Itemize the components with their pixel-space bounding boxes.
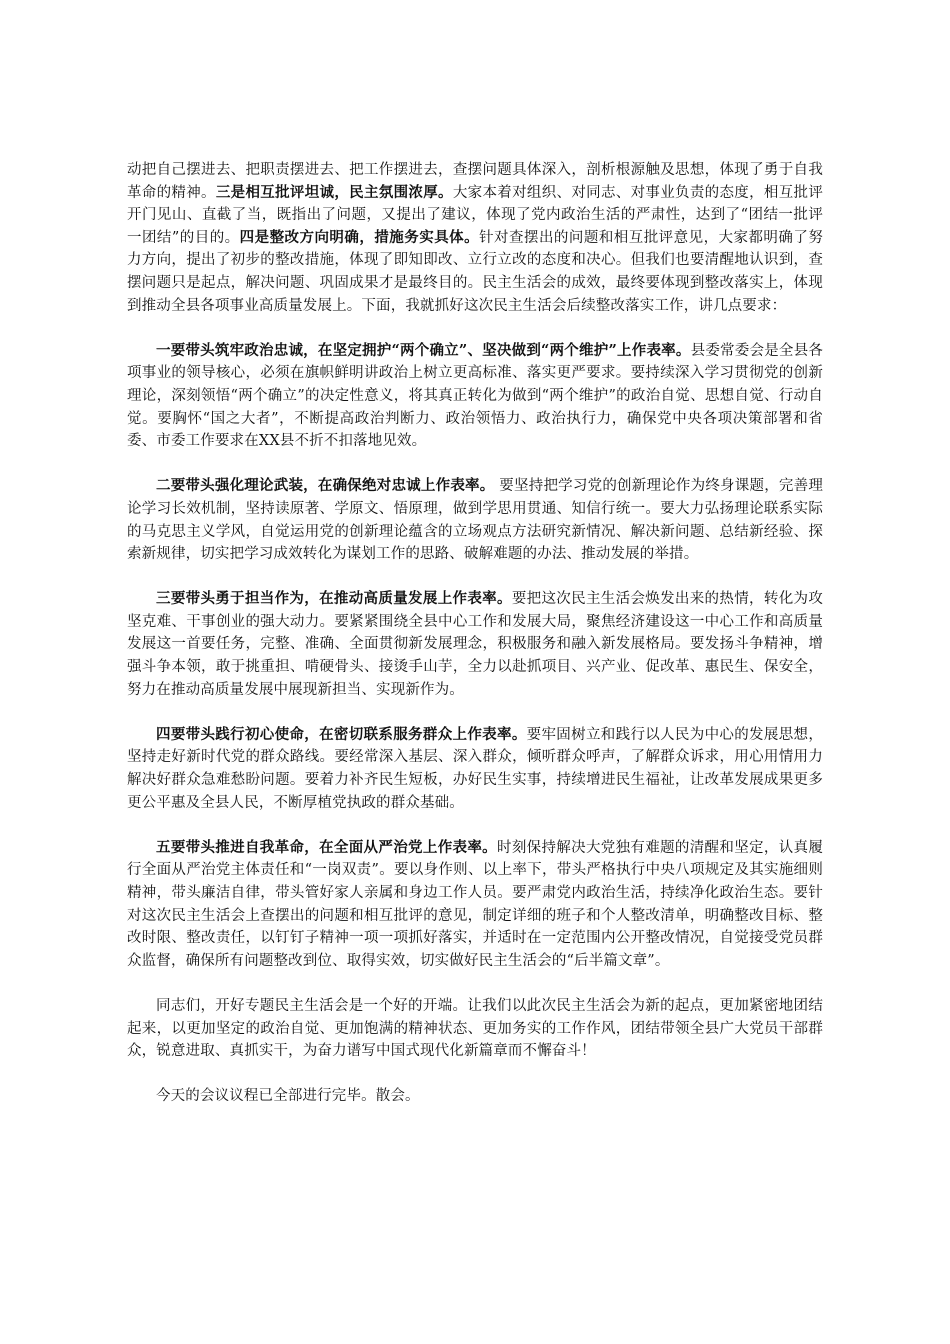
bold-heading: 三要带头勇于担当作为，在推动高质量发展上作表率。: [156, 590, 512, 608]
bold-heading: 五要带头推进自我革命，在全面从严治党上作表率。: [156, 838, 497, 856]
paragraph-closing: [127, 995, 823, 1063]
paragraph-requirement-3: [127, 588, 823, 701]
bold-heading: 二要带头强化理论武装，在确保绝对忠诚上作表率。: [156, 477, 495, 495]
bold-heading: 三是相互批评坦诚，民主氛围浓厚。: [215, 183, 453, 201]
paragraph-requirement-4: [127, 724, 823, 814]
body-text: 时刻保持解决大党独有难题的清醒和坚定，认真履行全面从严治党主体责任和“一岗双责”。要以身作则、以上率下，带头严格执行中央八项规定及其实施细则精神，带头廉洁自律，带头管好家人亲属和身边工作人员。要严肃党内政治生活，持续净化政治生态。要针对这次民主生活会上查摆出的问题和相互批评的意见，制定详细的班子和个人整改清单，明确整改目标、整改时限、整改责任，以钉钉子精神一项一项抓好落实，并适时在一定范围内公开整改情况，自觉接受党员群众监督，确保所有问题整改到位、取得实效，切实做好民主生活会的“后半篇文章”。: [127, 839, 823, 969]
paragraph-adjourn: [127, 1085, 823, 1108]
bold-heading: 一要带头筑牢政治忠诚，在坚定拥护“两个确立”、坚决做到“两个维护”上作表率。: [156, 341, 691, 359]
paragraph-requirement-5: [127, 837, 823, 973]
body-text: 要坚持把学习党的创新理论作为终身课题，完善理论学习长效机制，坚持读原著、学原文、悟原理，做到学思用贯通、知信行统一。要大力弘扬理论联系实际的马克思主义学风，自觉运用党的创新理论蕴含的立场观点方法研究新情况、解决新问题、总结新经验、探索新规律，切实把学习成效转化为谋划工作的思路、破解难题的办法、推动发展的举措。: [127, 478, 824, 563]
body-text: 要把这次民主生活会焕发出来的热情，转化为攻坚克难、干事创业的强大动力。要紧紧围绕全县中心工作和发展大局，聚焦经济建设这一中心工作和高质量发展这一首要任务，完整、准确、全面贯彻新发展理念，积极服务和融入新发展格局。要发扬斗争精神，增强斗争本领，敢于挑重担、啃硬骨头、接烫手山芋，全力以赴抓项目、兴产业、促改革、惠民生、保安全，努力在推动高质量发展中展现新担当、实现新作为。: [127, 591, 823, 698]
document-page: [127, 159, 823, 1131]
body-text: 大家本着对组织、对同志、对事业负责的态度，相互批评开门见山、直截了当，既指出了问题，又提出了建议，体现了党内政治生活的严肃性，达到了“团结一批评一团结”的目的。: [127, 184, 824, 246]
paragraph-requirement-2: [127, 475, 823, 565]
body-text: 今天的会议议程已全部进行完毕。散会。: [156, 1088, 420, 1105]
paragraph-summary: [127, 159, 823, 317]
body-text: 县委常委会是全县各项事业的领导核心，必须在旗帜鲜明讲政治上树立更高标准、落实更严要求。要持续深入学习贯彻党的创新理论，深刻领悟“两个确立”的决定性意义，将其真正转化为做到“两个维护”的政治自觉、思想自觉、行动自觉。要胸怀“国之大者”，不断提高政治判断力、政治领悟力、政治执行力，确保党中央各项决策部署和省委、市委工作要求在XX县不折不扣落地见效。: [127, 342, 823, 450]
body-text: 针对查摆出的问题和相互批评意见，大家都明确了努力方向，提出了初步的整改措施，体现了即知即改、立行立改的态度和决心。但我们也要清醒地认识到，查摆问题只是起点，解决问题、巩固成果才是最终目的。民主生活会的成效，最终要体现到整改落实上，体现到推动全县各项事业高质量发展上。下面，我就抓好这次民主生活会后续整改落实工作，讲几点要求：: [127, 229, 823, 314]
body-text: 同志们，开好专题民主生活会是一个好的开端。让我们以此次民主生活会为新的起点，更加紧密地团结起来，以更加坚定的政治自觉、更加饱满的精神状态、更加务实的工作作风，团结带领全县广大党员干部群众，锐意进取、真抓实干，为奋力谱写中国式现代化新篇章而不懈奋斗！: [127, 997, 823, 1060]
body-text: 要牢固树立和践行以人民为中心的发展思想，坚持走好新时代党的群众路线。要经常深入基层、深入群众，倾听群众呼声，了解群众诉求，用心用情用力解决好群众急难愁盼问题。要着力补齐民生短板，办好民生实事，持续增进民生福祉，让改革发展成果更多更公平惠及全县人民，不断厚植党执政的群众基础。: [127, 726, 824, 811]
paragraph-requirement-1: [127, 340, 823, 453]
body-text: 动把自己摆进去、把职责摆进去、把工作摆进去，查摆问题具体深入，剖析根源触及思想，体现了勇于自我革命的精神。: [127, 162, 823, 201]
bold-heading: 四是整改方向明确，措施务实具体。: [239, 228, 480, 246]
bold-heading: 四要带头践行初心使命，在密切联系服务群众上作表率。: [156, 725, 527, 743]
